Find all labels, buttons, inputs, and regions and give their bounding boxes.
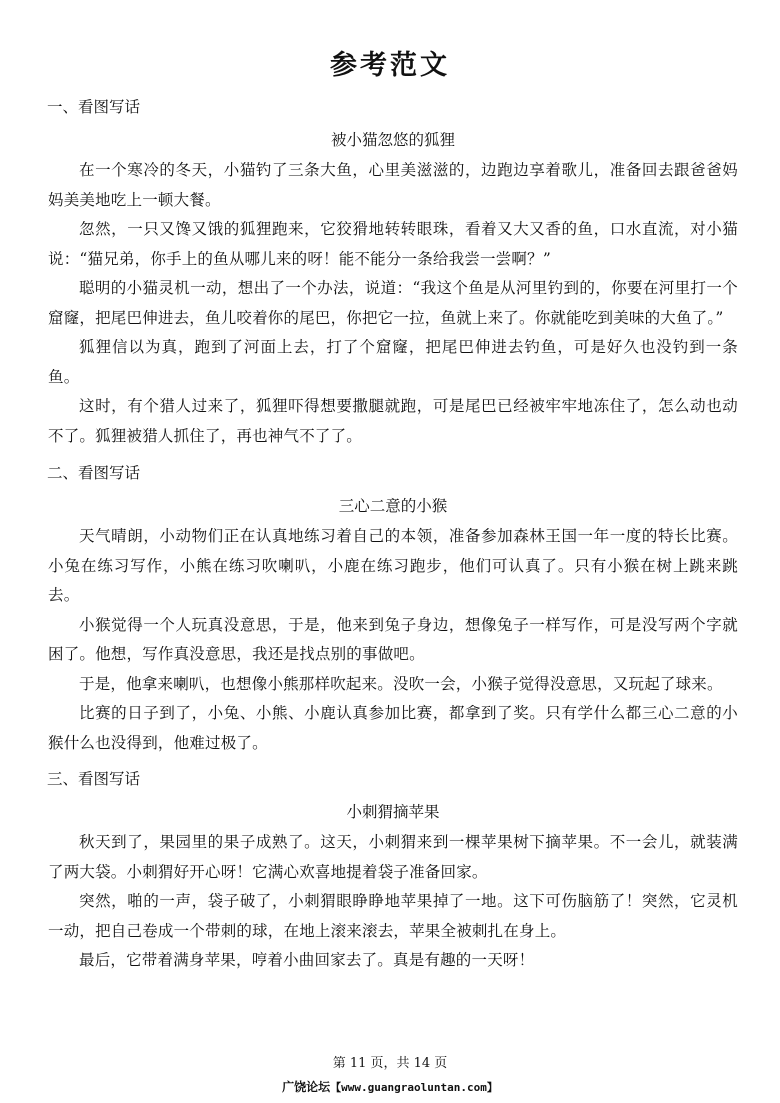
site-url: 【www.guangraoluntan.com】	[330, 1081, 498, 1094]
paragraph: 聪明的小猫灵机一动，想出了一个办法，说道：“我这个鱼是从河里钓到的，你要在河里打一个窟窿，把尾巴伸进去，鱼儿咬着你的尾巴，你把它一拉，鱼就上来了。你就能吃到美味的大鱼了。”	[48, 279, 738, 327]
paragraph: 于是，他拿来喇叭，也想像小熊那样吹起来。没吹一会，小猴子觉得没意思，又玩起了球来。	[79, 674, 723, 693]
paragraph: 狐狸信以为真，跑到了河面上去，打了个窟窿，把尾巴伸进去钓鱼，可是好久也没钓到一条鱼。	[48, 338, 738, 386]
story-title: 被小猫忽悠的狐狸	[330, 131, 455, 149]
paragraph: 这时，有个猎人过来了，狐狸吓得想要撒腿就跑，可是尾巴已经被牢牢地冻住了，怎么动也动不了。狐狸被猎人抓住了，再也神气不了了。	[48, 397, 738, 445]
paragraph: 天气晴朗，小动物们正在认真地练习着自己的本领，准备参加森林王国一年一度的特长比赛。小兔在练习写作，小熊在练习吹喇叭，小鹿在练习跑步，他们可认真了。只有小猴在树上跳来跳去。	[48, 527, 738, 604]
paragraph: 秋天到了，果园里的果子成熟了。这天，小刺猬来到一棵苹果树下摘苹果。不一会儿，就装满了两大袋。小刺猬好开心呀！它满心欢喜地提着袋子准备回家。	[48, 833, 738, 881]
paragraph: 小猴觉得一个人玩真没意思，于是，他来到兔子身边，想像兔子一样写作，可是没写两个字就困了。他想，写作真没意思，我还是找点别的事做吧。	[48, 615, 738, 663]
section-2	[48, 461, 738, 758]
paragraph: 比赛的日子到了，小兔、小熊、小鹿认真参加比赛，都拿到了奖。只有学什么都三心二意的小猴什么也没得到，他难过极了。	[48, 704, 738, 752]
paragraph: 最后，它带着满身苹果，哼着小曲回家去了。真是有趣的一天呀！	[79, 951, 535, 969]
paragraph: 在一个寒冷的冬天，小猫钓了三条大鱼，心里美滋滋的，边跑边享着歌儿，准备回去跟爸爸妈妈美美地吃上一顿大餐。	[48, 161, 738, 209]
story-title: 三心二意的小猴	[338, 497, 448, 515]
page-title: 参考范文	[330, 50, 450, 81]
section-heading: 一、看图写话	[47, 98, 141, 116]
site-footer	[0, 1078, 780, 1097]
paragraph: 突然，啪的一声，袋子破了，小刺猬眼睁睁地苹果掉了一地。这下可伤脑筋了！突然，它灵机一动，把自己卷成一个带刺的球，在地上滚来滚去，苹果全被刺扎在身上。	[48, 892, 738, 940]
section-1	[48, 95, 738, 451]
paragraph: 忽然，一只又馋又饿的狐狸跑来，它狡猾地转转眼珠，看着又大又香的鱼，口水直流，对小猫说：“猫兄弟，你手上的鱼从哪儿来的呀！能不能分一条给我尝一尝啊？”	[48, 220, 738, 268]
section-heading: 三、看图写话	[47, 770, 141, 788]
section-heading: 二、看图写话	[47, 464, 141, 482]
section-3	[48, 767, 738, 976]
site-name: 广饶论坛	[282, 1080, 331, 1094]
page-number: 第 11 页，共 14 页	[332, 1056, 448, 1071]
story-title: 小刺猬摘苹果	[346, 803, 440, 821]
